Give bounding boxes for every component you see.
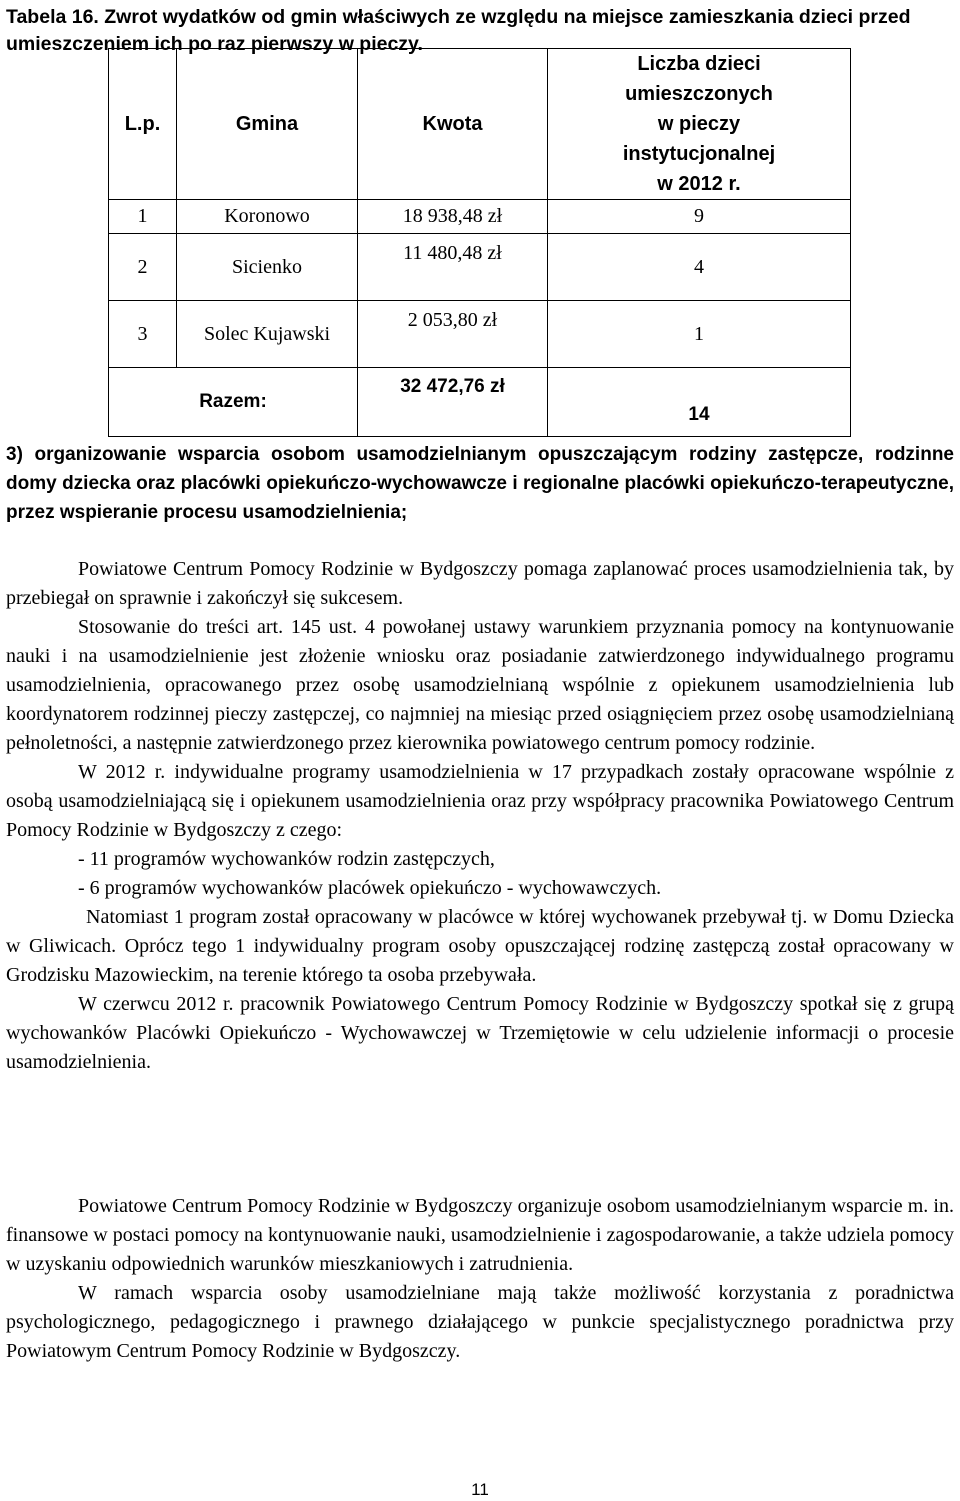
header-liczba-line: umieszczonych — [625, 83, 773, 105]
cell-gmina: Koronowo — [177, 200, 358, 234]
cell-liczba: 1 — [548, 301, 851, 368]
section-heading: 3) organizowanie wsparcia osobom usamodzielnianym opuszczającym rodziny zastępcze, rodzinne domy dziecka oraz placówki opiekuńczo-wychowawcze i regionalne placówki opiekuńczo-terapeutyczne, przez wspieranie procesu usamodzielnienia; — [6, 444, 954, 523]
table-row — [109, 234, 851, 301]
body-block-2 — [6, 1192, 954, 1366]
program-list — [6, 845, 954, 903]
table-header-row — [109, 49, 851, 200]
header-liczba — [548, 49, 851, 200]
paragraph: Natomiast 1 program został opracowany w placówce w której wychowanek przebywał tj. w Domu Dziecka w Gliwicach. Oprócz tego 1 indywidualny program osoby opuszczającej rodzinę zastępczą został opracowany w Grodzisku Mazowieckim, na terenie którego ta osoba przebywała. — [6, 906, 954, 986]
page-number: 11 — [471, 1480, 489, 1499]
table-row — [109, 200, 851, 234]
paragraph: Powiatowe Centrum Pomocy Rodzinie w Bydgoszczy pomaga zaplanować proces usamodzielnienia tak, by przebiegał on sprawnie i zakończył się sukcesem. — [6, 558, 954, 609]
cell-lp: 3 — [109, 301, 177, 368]
total-liczba: 14 — [548, 368, 851, 437]
paragraph: W 2012 r. indywidualne programy usamodzielnienia w 17 przypadkach zostały opracowane wspólnie z osobą usamodzielniającą się i opiekunem usamodzielnienia oraz przy współpracy pracownika Powiatowego Centrum Pomocy Rodzinie w Bydgoszczy z czego: — [6, 761, 954, 841]
cell-liczba: 4 — [548, 234, 851, 301]
header-liczba-line: instytucjonalnej — [622, 143, 776, 165]
paragraph: W czerwcu 2012 r. pracownik Powiatowego Centrum Pomocy Rodzinie w Bydgoszczy spotkał się z grupą wychowanków Placówki Opiekuńczo - Wychowawczej w Trzemiętowie w celu udzielenie informacji o procesie usamodzielnienia. — [6, 993, 954, 1073]
cell-kwota: 18 938,48 zł — [358, 200, 548, 234]
cell-gmina: Sicienko — [177, 234, 358, 301]
header-gmina: Gmina — [177, 49, 358, 200]
cell-kwota: 11 480,48 zł — [358, 234, 548, 301]
paragraph: Powiatowe Centrum Pomocy Rodzinie w Bydgoszczy organizuje osobom usamodzielnianym wsparcie m. in. finansowe w postaci pomocy na kontynuowanie nauki, usamodzielnienie i zagospodarowanie, a także udziela pomocy w uzyskaniu odpowiednich warunków mieszkaniowych i zatrudnienia. — [6, 1195, 954, 1275]
cell-lp: 1 — [109, 200, 177, 234]
header-lp: L.p. — [109, 49, 177, 200]
paragraph: W ramach wsparcia osoby usamodzielniane mają także możliwość korzystania z poradnictwa psychologicznego, pedagogicznego i prawnego działającego w punkcie specjalistycznego poradnictwa przy Powiatowym Centrum Pomocy Rodzinie w Bydgoszczy. — [6, 1282, 954, 1362]
table-caption: Tabela 16. Zwrot wydatków od gmin właściwych ze względu na miejsce zamieszkania dzieci przed umieszczeniem ich po raz pierwszy w pieczy. — [6, 6, 911, 55]
paragraph: Stosowanie do treści art. 145 ust. 4 powołanej ustawy warunkiem przyznania pomocy na kontynuowanie nauki i na usamodzielnienie jest złożenie wniosku oraz posiadanie zatwierdzonego indywidualnego programu usamodzielnienia, opracowanego przez osobę usamodzielnianą wspólnie z opiekunem usamodzielnienia lub koordynatorem rodzinnej pieczy zastępczej, co najmniej na miesiąc przed osiągnięciem przez osobę usamodzielnianą pełnoletności, a następnie zatwierdzonego przez kierownika powiatowego centrum pomocy rodzinie. — [6, 616, 954, 754]
cell-gmina: Solec Kujawski — [177, 301, 358, 368]
body-block-1 — [6, 555, 954, 1077]
header-liczba-line: w 2012 r. — [657, 173, 741, 195]
refund-table — [108, 48, 851, 437]
header-liczba-line: w pieczy — [657, 113, 741, 135]
total-label: Razem: — [109, 368, 358, 437]
table-row — [109, 301, 851, 368]
total-kwota: 32 472,76 zł — [358, 368, 548, 437]
list-item: - 11 programów wychowanków rodzin zastępczych, — [78, 848, 495, 870]
cell-liczba: 9 — [548, 200, 851, 234]
header-liczba-line: Liczba dzieci — [637, 53, 761, 75]
list-item: - 6 programów wychowanków placówek opiekuńczo - wychowawczych. — [78, 877, 662, 899]
cell-lp: 2 — [109, 234, 177, 301]
header-kwota: Kwota — [358, 49, 548, 200]
cell-kwota: 2 053,80 zł — [358, 301, 548, 368]
table-total-row — [109, 368, 851, 437]
